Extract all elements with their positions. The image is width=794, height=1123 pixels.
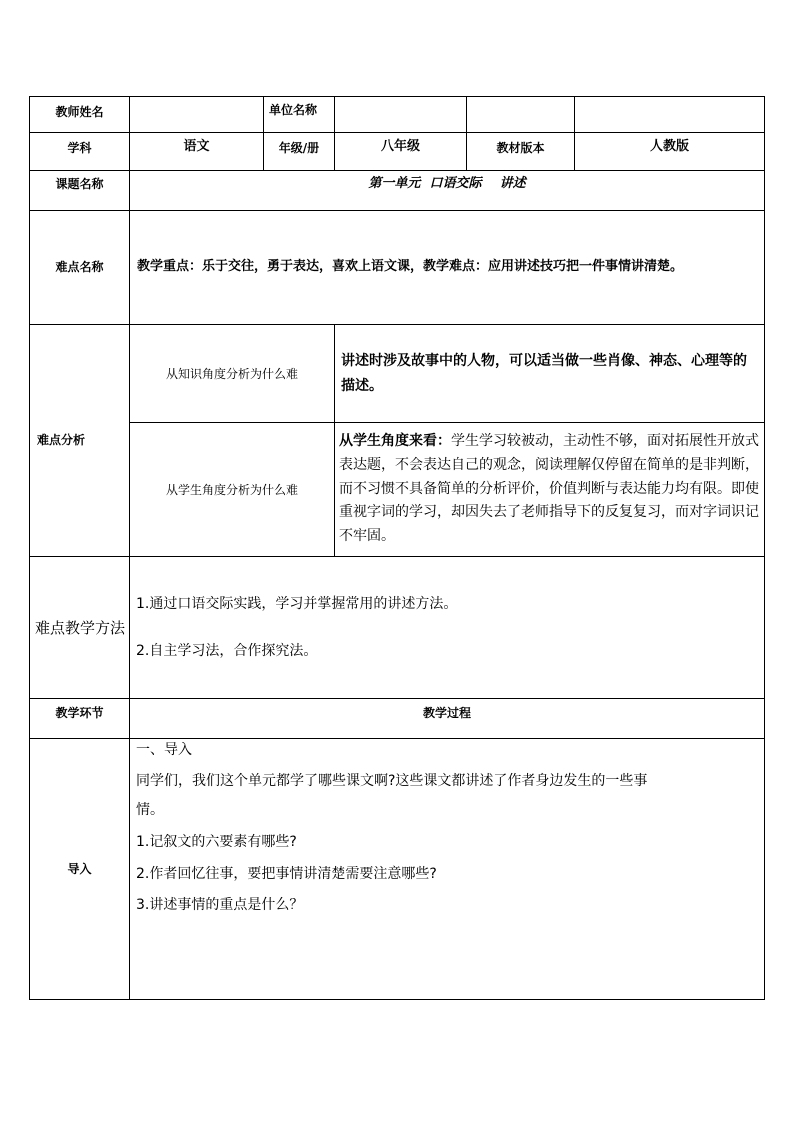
topic-label: 课题名称 [30, 171, 130, 211]
analysis-label: 难点分析 [30, 325, 130, 557]
difficulty-row [30, 211, 765, 325]
subject-value: 语文 [130, 133, 264, 171]
grade-label: 年级/册 [264, 133, 335, 171]
intro-question: 3.讲述事情的重点是什么？ [136, 897, 304, 914]
method-item: 2.自主学习法，合作探究法。 [136, 642, 318, 659]
intro-row [30, 739, 765, 1000]
edition-value: 人教版 [575, 133, 765, 171]
analysis-student-row [30, 423, 765, 557]
knowledge-angle-label: 从知识角度分析为什么难 [130, 325, 335, 423]
unit-name-label: 单位名称 [264, 97, 335, 133]
teacher-name-value [130, 97, 264, 133]
edition-label: 教材版本 [467, 133, 575, 171]
student-angle-cell [335, 423, 765, 557]
intro-stage-label: 导入 [30, 739, 130, 1000]
difficulty-value: 教学重点：乐于交往，勇于表达，喜欢上语文课，教学难点：应用讲述技巧把一件事情讲清楚。 [130, 211, 765, 325]
analysis-knowledge-row [30, 325, 765, 423]
blank-cell-1 [467, 97, 575, 133]
intro-question: 2.作者回忆往事，要把事情讲清楚需要注意哪些? [136, 865, 437, 882]
teacher-row [30, 97, 765, 133]
student-angle-label: 从学生角度分析为什么难 [130, 423, 335, 557]
topic-row [30, 171, 765, 211]
subject-row [30, 133, 765, 171]
intro-line: 情。 [136, 801, 164, 818]
teacher-name-label: 教师姓名 [30, 97, 130, 133]
knowledge-angle-value: 讲述时涉及故事中的人物，可以适当做一些肖像、神态、心理等的描述。 [335, 325, 765, 423]
process-header-row [30, 699, 765, 739]
process-header: 教学过程 [130, 699, 765, 739]
method-row [30, 557, 765, 699]
unit-name-value [335, 97, 467, 133]
lesson-plan-table [29, 96, 765, 1000]
student-angle-value: 学生学习较被动，主动性不够，面对拓展性开放式表达题，不会表达自己的观念，阅读理解仅停留在简单的是非判断，而不习惯不具备简单的分析评价，价值判断与表达能力均有限。即使重视字词的学习，却因失去了老师指导下的反复复习，而对字词识记不牢固。 [339, 433, 759, 545]
stage-header: 教学环节 [30, 699, 130, 739]
method-item: 1.通过口语交际实践，学习并掌握常用的讲述方法。 [136, 595, 458, 612]
intro-question: 1.记叙文的六要素有哪些? [136, 833, 297, 850]
difficulty-label: 难点名称 [30, 211, 130, 325]
grade-value: 八年级 [335, 133, 467, 171]
student-angle-lead: 从学生角度来看： [339, 433, 451, 449]
method-label: 难点教学方法 [30, 557, 130, 699]
topic-value: 第一单元 口语交际 讲述 [130, 171, 765, 211]
intro-heading: 一、导入 [136, 742, 192, 758]
method-items [130, 557, 765, 699]
intro-content [130, 739, 765, 1000]
subject-label: 学科 [30, 133, 130, 171]
intro-line: 同学们，我们这个单元都学了哪些课文啊?这些课文都讲述了作者身边发生的一些事 [136, 772, 648, 789]
blank-cell-2 [575, 97, 765, 133]
